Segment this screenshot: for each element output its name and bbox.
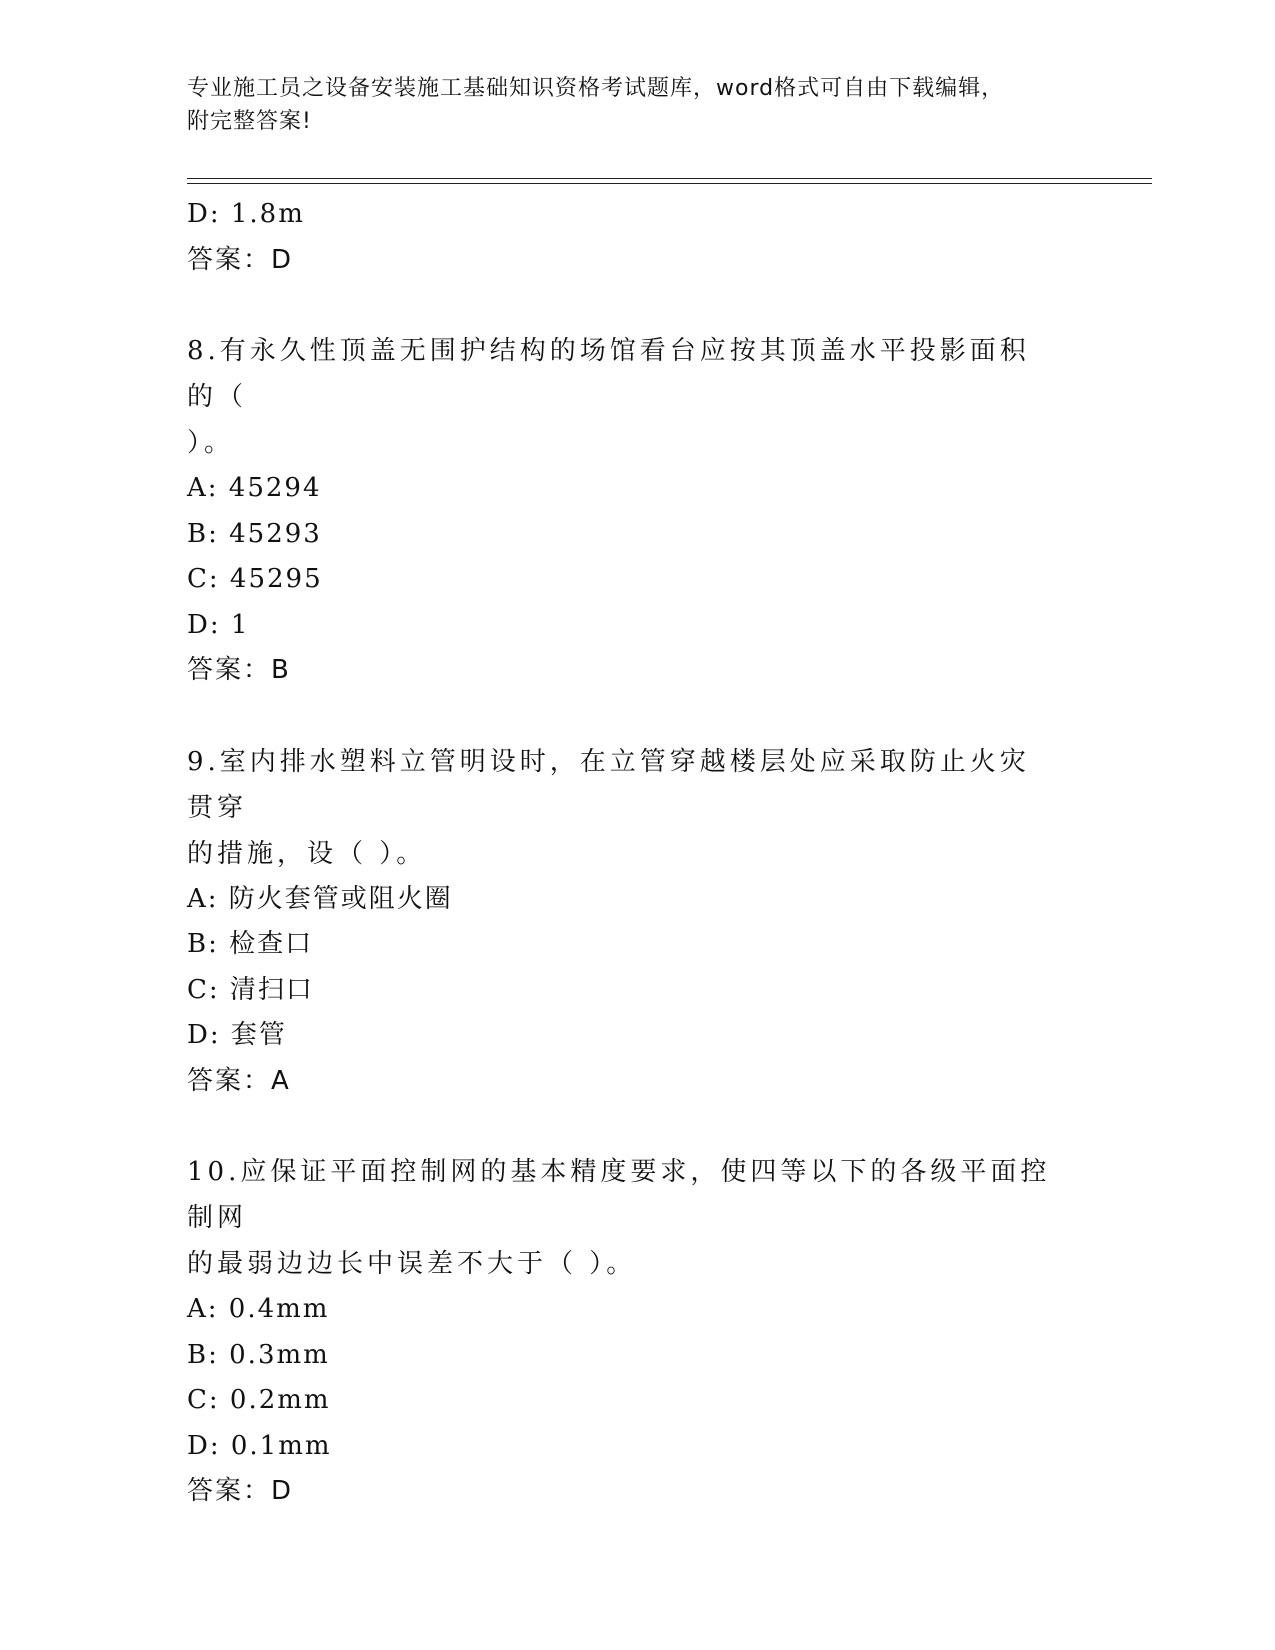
answer: 答案：D	[187, 1476, 294, 1506]
question-stem-line: 的措施，设（ ）。	[187, 838, 427, 869]
question-10	[187, 1149, 1087, 1515]
option-a: A: 防火套管或阻火圈	[187, 883, 453, 914]
question-stem-line: 8.有永久性顶盖无围护结构的场馆看台应按其顶盖水平投影面积的（	[187, 336, 1030, 412]
question-stem	[187, 739, 1057, 877]
document-body	[187, 192, 1087, 1515]
answer: 答案：D	[187, 244, 294, 275]
question-stem	[187, 1149, 1057, 1287]
option-d: D: 1	[187, 609, 250, 640]
previous-question-tail	[187, 192, 1087, 283]
question-9	[187, 739, 1087, 1105]
option-a: A: 45294	[187, 473, 322, 503]
page-header	[187, 72, 1087, 138]
option-d: D: 1.8m	[187, 199, 305, 229]
header-line-1: 专业施工员之设备安装施工基础知识资格考试题库，word格式可自由下载编辑，	[187, 76, 1005, 101]
question-stem	[187, 328, 1057, 466]
option-d: D: 0.1mm	[187, 1430, 332, 1461]
option-d: D: 套管	[187, 1020, 287, 1050]
question-stem-line: 的最弱边边长中误差不大于（ ）。	[187, 1249, 637, 1279]
header-line-2: 附完整答案!	[187, 109, 312, 134]
option-b: B: 检查口	[187, 929, 314, 959]
answer: 答案：A	[187, 1065, 291, 1096]
option-b: B: 45293	[187, 518, 322, 549]
option-b: B: 0.3mm	[187, 1339, 330, 1370]
question-stem-line: ）。	[187, 428, 235, 458]
header-divider-bottom	[187, 183, 1152, 184]
option-c: C: 45295	[187, 564, 323, 594]
question-stem-line: 9.室内排水塑料立管明设时，在立管穿越楼层处应采取防止火灾贯穿	[187, 746, 1030, 823]
header-divider-top	[187, 178, 1152, 179]
question-8	[187, 328, 1087, 694]
answer: 答案：B	[187, 655, 291, 685]
option-a: A: 0.4mm	[187, 1294, 330, 1324]
option-c: C: 0.2mm	[187, 1385, 331, 1415]
question-stem-line: 10.应保证平面控制网的基本精度要求，使四等以下的各级平面控制网	[187, 1157, 1051, 1233]
option-c: C: 清扫口	[187, 974, 314, 1005]
